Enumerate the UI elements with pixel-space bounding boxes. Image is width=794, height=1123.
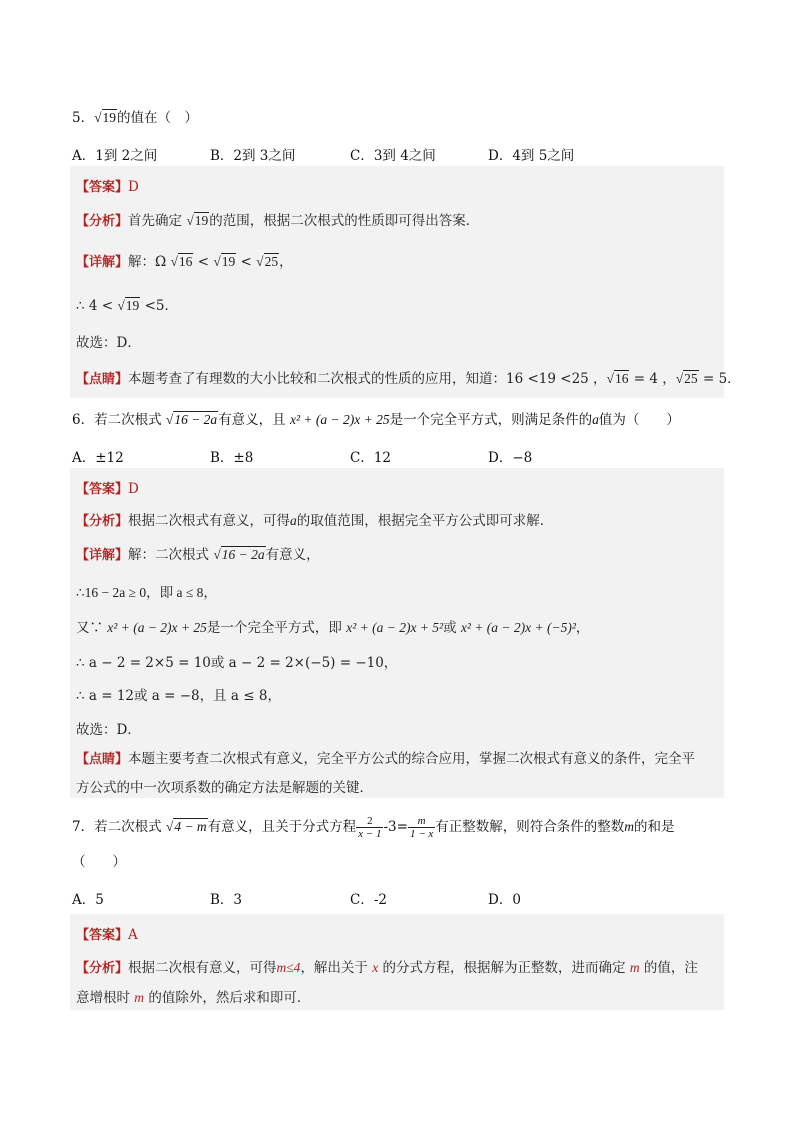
numerator: 2 [356, 815, 383, 828]
detail-text: ∴ 4 < [76, 298, 118, 314]
detail-row-1: 【详解】解：Ω √16 < √19 < √25， [76, 254, 293, 270]
sqrt-25: √25 [256, 254, 279, 269]
comment-tag: 【点睛】 [76, 372, 129, 387]
sqrt-19: √19 [213, 254, 236, 269]
option-c: C．-2 [350, 892, 387, 908]
analysis-text: 意增根时 [76, 990, 135, 1006]
sqrt-expression: √19 [94, 110, 117, 125]
answer-value: A [128, 927, 138, 943]
numerator: m [408, 815, 435, 828]
answer-row [76, 176, 139, 195]
analysis-tag: 【分析】 [76, 514, 129, 529]
variable: a [592, 412, 599, 427]
answer-row [76, 924, 138, 943]
comment-row-1 [76, 747, 695, 767]
question-7-stem [72, 815, 675, 840]
denominator: 1 − x [409, 828, 434, 840]
radicand: 16 − 2a [221, 547, 265, 562]
detail-row-3 [76, 616, 589, 636]
denominator: x − 1 [358, 828, 382, 840]
detail-text: ， [575, 620, 590, 636]
answer-value: D [128, 179, 139, 195]
detail-text: 有意义， [265, 547, 320, 563]
option-a: A．5 [72, 892, 104, 908]
answer-tag: 【答案】 [76, 928, 129, 943]
analysis-row [76, 209, 479, 229]
question-text: 有意义，且 [218, 412, 286, 428]
analysis-text: 的值，注 [639, 960, 698, 976]
comment-row [76, 367, 741, 387]
option-a: A．1到 2之间 [72, 148, 158, 164]
variable: x [372, 960, 379, 975]
variable: m [629, 960, 640, 975]
sqrt-expression: √16 − 2a [165, 412, 218, 427]
option-d: D．−8 [488, 450, 533, 466]
choose-row: 故选：D． [76, 335, 141, 351]
variable: a [290, 513, 297, 528]
radicand: 4 − m [174, 819, 207, 834]
option-b: B．±8 [210, 450, 254, 466]
question-7-paren: （ ） [72, 854, 126, 870]
sqrt-expression: √4 − m [165, 819, 207, 834]
question-text: 是一个完全平方式，则满足条件的 [389, 412, 593, 428]
analysis-text: 的值除外，然后求和即可． [144, 990, 311, 1006]
option-b: B．2到 3之间 [210, 148, 296, 164]
analysis-row-1 [76, 956, 698, 976]
question-6-solution-block [70, 468, 724, 798]
question-text: 值为（ ） [598, 412, 680, 428]
analysis-tag: 【分析】 [76, 214, 129, 229]
sqrt-expression: √19 [186, 213, 209, 228]
sqrt-expression: √16 − 2a [213, 547, 265, 562]
radicand: 19 [102, 110, 117, 125]
question-text: 的值在（ ） [117, 110, 199, 126]
detail-text: 解：二次根式 [128, 547, 214, 563]
option-c: C．12 [350, 450, 392, 466]
detail-text: 是一个完全平方式，即 [206, 620, 347, 636]
sqrt-19: √19 [117, 298, 140, 313]
question-5-stem [72, 106, 198, 126]
variable: m [624, 819, 635, 834]
detail-text: <5． [140, 298, 178, 314]
question-text: 有正整数解，则符合条件的整数 [435, 819, 625, 835]
analysis-tag: 【分析】 [76, 961, 129, 976]
analysis-text: 的范围，根据二次根式的性质即可得出答案． [209, 213, 480, 229]
option-c: C．3到 4之间 [350, 148, 436, 164]
question-text: 有意义，且关于分式方程 [207, 819, 357, 835]
analysis-text: 首先确定 [128, 213, 187, 229]
sqrt-16: √16 [606, 371, 629, 386]
question-number: 5． [72, 110, 95, 126]
analysis-row-2 [76, 986, 310, 1006]
math-expression: x² + (a − 2)x + (−5)² [460, 620, 576, 635]
question-6-stem [72, 408, 680, 428]
detail-text: 解：Ω [128, 254, 171, 270]
detail-text: ， [279, 254, 293, 270]
answer-tag: 【答案】 [76, 180, 129, 195]
radicand: 19 [194, 213, 209, 228]
comment-text: 本题考查了有理数的大小比较和二次根式的性质的应用，知道：16 <19 <25 ， [128, 371, 607, 387]
question-7-options [72, 888, 521, 908]
analysis-text: 的分式方程，根据解为正整数，进而确定 [378, 960, 630, 976]
math-expression: x² + (a − 2)x + 5² [346, 620, 444, 635]
detail-row-5: ∴ a = 12或 a = −8，且 a ≤ 8， [76, 688, 281, 704]
comment-text: 本题主要考查二次根式有意义，完全平方公式的综合应用，掌握二次根式有意义的条件，完全平 [128, 751, 696, 767]
comment-row-2: 方公式的中一次项系数的确定方法是解题的关键． [76, 780, 373, 796]
analysis-row [76, 509, 553, 529]
fraction-1 [356, 815, 383, 840]
answer-row [76, 478, 139, 497]
question-text: 7．若二次根式 [72, 819, 166, 835]
detail-row-2 [76, 294, 178, 314]
question-text: 6．若二次根式 [72, 412, 166, 428]
question-7-solution-block [70, 914, 724, 1010]
sqrt-25: √25 [675, 371, 698, 386]
fraction-2 [408, 815, 435, 840]
comment-tag: 【点睛】 [76, 752, 129, 767]
comment-text: = 4 ， [629, 371, 676, 387]
variable: m [134, 990, 145, 1005]
answer-tag: 【答案】 [76, 482, 129, 497]
analysis-text: 的取值范围，根据完全平方公式即可求解． [296, 513, 554, 529]
analysis-text: ，解出关于 [300, 960, 373, 976]
detail-tag: 【详解】 [76, 548, 129, 563]
math-expression: x² + (a − 2)x + 25 [107, 620, 207, 635]
question-text: 的和是 [634, 819, 675, 835]
math-expression: m≤4 [276, 960, 301, 975]
option-a: A．±12 [72, 450, 124, 466]
choose-row: 故选：D． [76, 722, 141, 738]
question-6-options [72, 446, 532, 466]
analysis-text: 根据二次根式有意义，可得 [128, 513, 291, 529]
question-5-solution-block [70, 166, 741, 398]
detail-text: 或 [443, 620, 461, 636]
question-5-options [72, 144, 574, 164]
detail-row-4: ∴ a − 2 = 2×5 = 10或 a − 2 = 2×(−5) = −10， [76, 655, 398, 671]
radicand: 16 − 2a [174, 412, 218, 427]
detail-row-2: ∴16 − 2a ≥ 0，即 a ≤ 8， [76, 585, 217, 600]
comment-text: = 5． [698, 371, 741, 387]
option-d: D．4到 5之间 [488, 148, 575, 164]
sqrt-16: √16 [170, 254, 193, 269]
analysis-text: 根据二次根有意义，可得 [128, 960, 277, 976]
option-b: B．3 [210, 892, 243, 908]
detail-row-1 [76, 543, 320, 563]
question-text: -3= [383, 819, 408, 835]
detail-tag: 【详解】 [76, 255, 129, 270]
answer-value: D [128, 481, 139, 497]
detail-text: 又∵ [76, 620, 108, 636]
math-expression: x² + (a − 2)x + 25 [289, 412, 390, 427]
option-d: D．0 [488, 892, 521, 908]
